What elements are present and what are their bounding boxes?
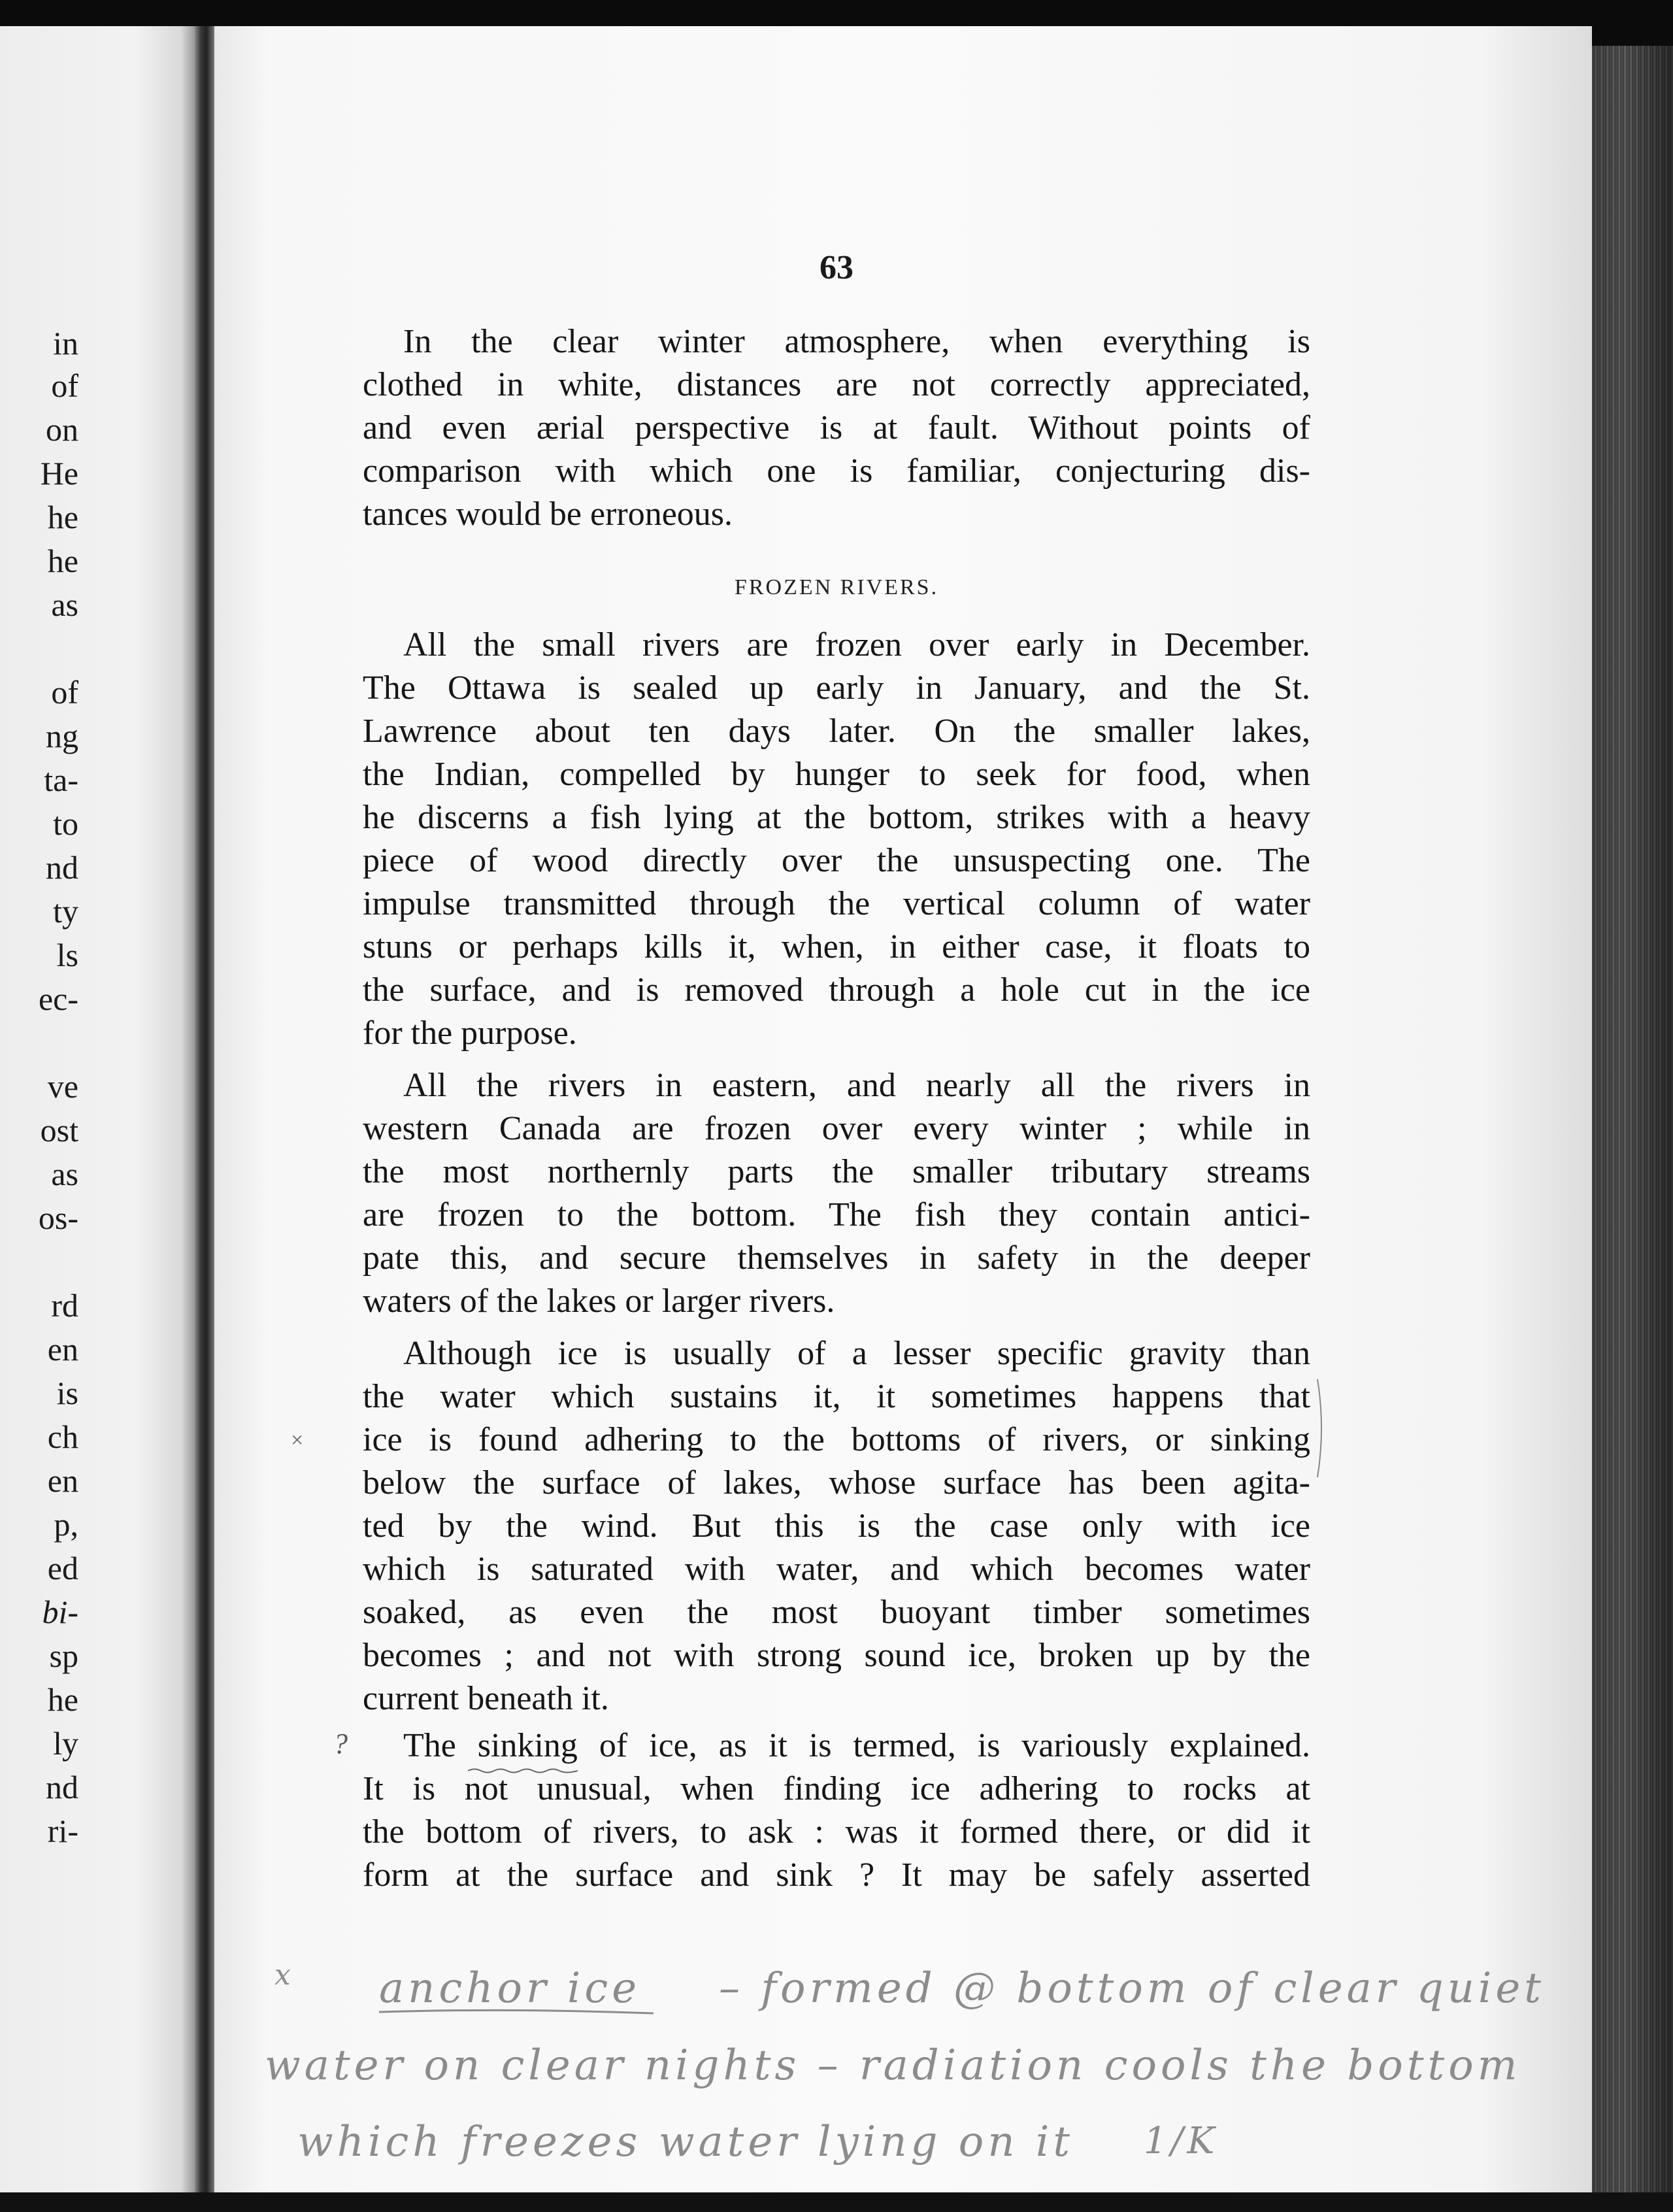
text-line: pate this, and secure themselves in safety in the deeper — [363, 1239, 1310, 1277]
page-number: 63 — [820, 249, 853, 286]
handwritten-initials: 1/K — [1144, 2120, 1219, 2162]
fragment: ve — [47, 1068, 78, 1105]
page-edges-shadow — [1592, 46, 1673, 2212]
text-line: The Ottawa is sealed up early in January, and the St. — [363, 669, 1310, 707]
fragment: ed — [47, 1550, 78, 1586]
text-line: The sinking of ice, as it is termed, is variously explained. — [403, 1727, 1310, 1764]
fragment: on — [46, 411, 78, 448]
fragment: ta- — [44, 762, 78, 798]
text-line: comparison with which one is familiar, conjecturing dis- — [363, 452, 1310, 490]
text-line: impulse transmitted through the vertical column of water — [363, 885, 1310, 922]
text-line: for the purpose. — [363, 1014, 577, 1052]
text-line: the Indian, compelled by hunger to seek for food, when — [363, 756, 1310, 793]
book-gutter — [195, 26, 214, 2212]
text-line: below the surface of lakes, whose surface has been agita- — [363, 1464, 1310, 1501]
left-page-fragments — [0, 0, 78, 2212]
text-line: current beneath it. — [363, 1680, 609, 1717]
margin-question-mark: ? — [333, 1728, 348, 1760]
text-line: waters of the lakes or larger rivers. — [363, 1282, 835, 1320]
text-line: and even ærial perspective is at fault. Without points of — [363, 409, 1310, 446]
text-line: ice is found adhering to the bottoms of rivers, or sinking — [363, 1421, 1310, 1458]
fragment: ls — [56, 937, 78, 973]
text-line: becomes ; and not with strong sound ice, broken up by the — [363, 1637, 1310, 1674]
fragment: os- — [38, 1199, 78, 1236]
text-line: It is not unusual, when finding ice adhering to rocks at — [363, 1770, 1310, 1807]
text-line: the bottom of rivers, to ask : was it formed there, or did it — [363, 1813, 1310, 1851]
text-line: In the clear winter atmosphere, when everything is — [403, 323, 1310, 360]
text-line: he discerns a fish lying at the bottom, strikes with a heavy — [363, 799, 1310, 836]
fragment: in — [53, 325, 78, 361]
text-line: western Canada are frozen over every winter ; while in — [363, 1110, 1310, 1147]
fragment: ty — [53, 893, 78, 930]
fragment: he — [47, 1681, 78, 1718]
text-line: the surface, and is removed through a hole cut in the ice — [363, 971, 1310, 1009]
text-line: tances would be erroneous. — [363, 495, 733, 533]
margin-bracket — [1315, 1379, 1328, 1477]
fragment: ri- — [47, 1813, 78, 1849]
bottom-dark-border — [0, 2192, 1673, 2212]
fragment: ch — [47, 1418, 78, 1455]
fragment: of — [51, 367, 78, 404]
handwritten-note: anchor ice — [379, 1964, 641, 2013]
text-line: ted by the wind. But this is the case only with ice — [363, 1507, 1310, 1545]
fragment: ost — [40, 1112, 78, 1148]
fragment: nd — [46, 849, 78, 886]
fragment: rd — [51, 1287, 78, 1324]
fragment: to — [53, 805, 78, 842]
fragment: ec- — [38, 980, 78, 1017]
text-line: the water which sustains it, it sometimes happens that — [363, 1378, 1310, 1415]
handwritten-note: – formed @ bottom of clear quiet — [719, 1964, 1545, 2013]
fragment: he — [47, 499, 78, 535]
fragment: nd — [46, 1769, 78, 1805]
text-line: are frozen to the bottom. The fish they contain antici- — [363, 1196, 1310, 1233]
fragment: He — [40, 455, 78, 492]
fragment: en — [47, 1331, 78, 1367]
text-line: which is saturated with water, and which becomes water — [363, 1550, 1310, 1588]
text-line: All the rivers in eastern, and nearly all the rivers in — [403, 1067, 1310, 1104]
handwritten-mark: x — [274, 1958, 295, 1992]
fragment: bi- — [42, 1594, 78, 1630]
handwritten-underline — [379, 2005, 654, 2019]
fragment: p, — [54, 1506, 78, 1543]
handwritten-note: water on clear nights – radiation cools the bottom — [265, 2041, 1521, 2090]
fragment: as — [51, 586, 78, 623]
fragment: ly — [53, 1725, 78, 1762]
text-line: piece of wood directly over the unsuspecting one. The — [363, 842, 1310, 879]
text-line: the most northernly parts the smaller tributary streams — [363, 1153, 1310, 1190]
text-line: All the small rivers are frozen over early in December. — [403, 626, 1310, 663]
text-line: stuns or perhaps kills it, when, in either case, it floats to — [363, 928, 1310, 965]
fragment: of — [51, 674, 78, 711]
fragment: is — [56, 1375, 78, 1411]
text-line: Lawrence about ten days later. On the smaller lakes, — [363, 712, 1310, 750]
text-line: clothed in white, distances are not correctly appreciated, — [363, 366, 1310, 403]
section-title: FROZEN RIVERS. — [734, 575, 939, 599]
text-line: form at the surface and sink ? It may be safely asserted — [363, 1856, 1310, 1894]
fragment: en — [47, 1462, 78, 1499]
fragment: ng — [46, 718, 78, 754]
fragment: sp — [49, 1637, 78, 1674]
fragment: as — [51, 1156, 78, 1192]
margin-x-mark: × — [291, 1428, 304, 1452]
fragment: he — [47, 543, 78, 579]
text-line: soaked, as even the most buoyant timber sometimes — [363, 1594, 1310, 1631]
wavy-underline — [468, 1768, 578, 1774]
text-line: Although ice is usually of a lesser specific gravity than — [403, 1335, 1310, 1372]
handwritten-note: which freezes water lying on it — [297, 2118, 1074, 2166]
